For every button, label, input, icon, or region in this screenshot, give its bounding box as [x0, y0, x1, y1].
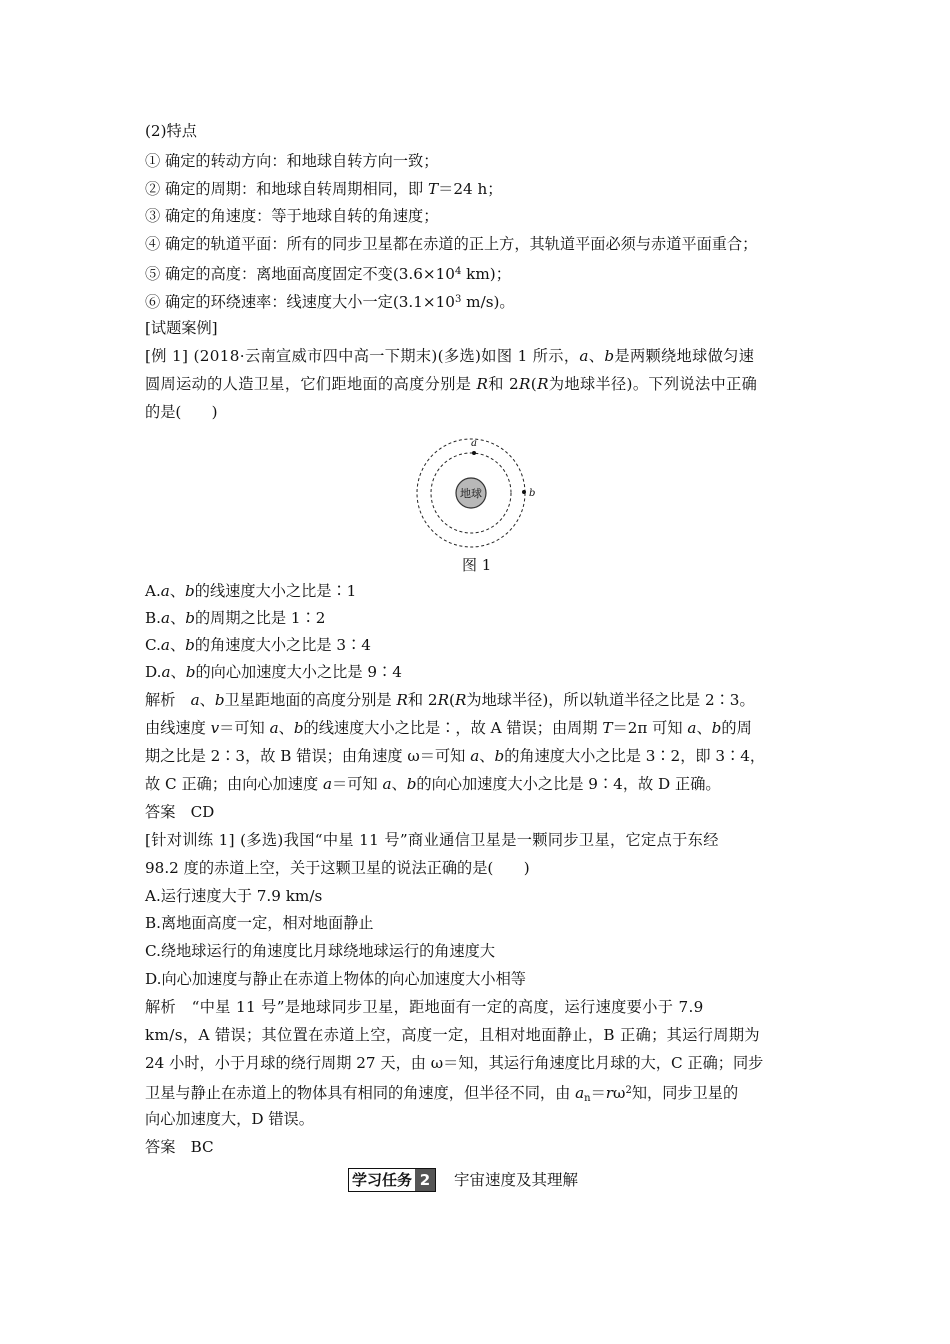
task-badge-label: 学习任务 — [352, 1171, 413, 1189]
feature-item: ① 确定的转动方向：和地球自转方向一致； — [145, 152, 439, 170]
solution-text: 故 C 正确；由向心加速度 a＝可知 a、b的向心加速度大小之比是 9∶4，故 D 正确。 — [145, 775, 721, 793]
case-heading: [试题案例] — [145, 319, 218, 337]
feature-item: ③ 确定的角速度：等于地球自转的角速度； — [145, 207, 439, 225]
task-title: 宇宙速度及其理解 — [454, 1171, 579, 1189]
satellite-a — [472, 451, 476, 455]
option-b: B.离地面高度一定，相对地面静止 — [145, 914, 374, 932]
solution-text: 期之比是 2∶3，故 B 错误；由角速度 ω＝可知 a、b的角速度大小之比是 3∶2，即 3∶4， — [145, 747, 766, 765]
option-d: D.向心加速度与静止在赤道上物体的向心加速度大小相等 — [145, 970, 526, 988]
earth-label: 地球 — [460, 487, 482, 500]
example-question: 圆周运动的人造卫星，它们距地面的高度分别是 R和 2R(R为地球半径)。下列说法中正确 — [145, 375, 758, 393]
feature-item: ② 确定的周期：和地球自转周期相同，即 T＝24 h； — [145, 180, 503, 198]
option-c: C.绕地球运行的角速度比月球绕地球运行的角速度大 — [145, 942, 496, 960]
satellite-b — [522, 490, 526, 494]
feature-item: ④ 确定的轨道平面：所有的同步卫星都在赤道的正上方，其轨道平面必须与赤道平面重合； — [145, 235, 758, 253]
option-b: B.a、b的周期之比是 1∶2 — [145, 609, 326, 627]
solution-text: 解析 “中星 11 号”是地球同步卫星，距地面有一定的高度，运行速度要小于 7.9 — [145, 998, 704, 1016]
example-question: 的是( ) — [145, 403, 218, 421]
solution-text: 由线速度 v＝可知 a、b的线速度大小之比是∶，故 A 错误；由周期 T＝2π 可知 a、b的周 — [145, 719, 752, 737]
example-question: [例 1] (2018·云南宣威市四中高一下期末)(多选)如图 1 所示，a、b是两颗绕地球做匀速 — [145, 347, 755, 365]
task-badge-number: 2 — [415, 1169, 435, 1191]
satellite-a-label: a — [471, 438, 477, 449]
section-heading: (2)特点 — [145, 122, 197, 140]
feature-item: ⑥ 确定的环绕速率：线速度大小一定($3.1\times 10^3$ m/s)。 — [145, 293, 515, 311]
answer-line: 答案 CD — [145, 803, 215, 821]
solution-text: 向心加速度大，D 错误。 — [145, 1110, 314, 1128]
solution-text: 24 小时，小于月球的绕行周期 27 天，由 ω＝知，其运行角速度比月球的大，C 正确；同步 — [145, 1054, 764, 1072]
task-badge — [348, 1168, 436, 1192]
task-heading — [348, 1168, 578, 1192]
option-c: C.a、b的角速度大小之比是 3∶4 — [145, 636, 371, 654]
option-a: A.a、b的线速度大小之比是∶1 — [145, 582, 357, 600]
solution-text: 卫星与静止在赤道上的物体具有相同的角速度，但半径不同，由 $a_n=r\omega^2$知，同步卫星的 — [145, 1084, 739, 1104]
orbit-figure — [413, 430, 543, 560]
satellite-b-label: b — [529, 488, 536, 499]
solution-text: km/s，A 错误；其位置在赤道上空，高度一定，且相对地面静止，B 正确；其运行周期为 — [145, 1026, 760, 1044]
feature-item: ⑤ 确定的高度：离地面高度固定不变($3.6\times 10^4$ km)； — [145, 265, 511, 283]
solution-text: 解析 a、b卫星距地面的高度分别是 R和 2R(R为地球半径)，所以轨道半径之比是 2∶3。 — [145, 691, 755, 709]
training-question: 98.2 度的赤道上空，关于这颗卫星的说法正确的是( ) — [145, 859, 530, 877]
option-d: D.a、b的向心加速度大小之比是 9∶4 — [145, 663, 402, 681]
option-a: A.运行速度大于 7.9 km/s — [145, 887, 323, 905]
training-question: [针对训练 1] (多选)我国“中星 11 号”商业通信卫星是一颗同步卫星，它定点于东经 — [145, 831, 719, 849]
figure-caption: 图 1 — [462, 556, 492, 574]
answer-line: 答案 BC — [145, 1138, 214, 1156]
